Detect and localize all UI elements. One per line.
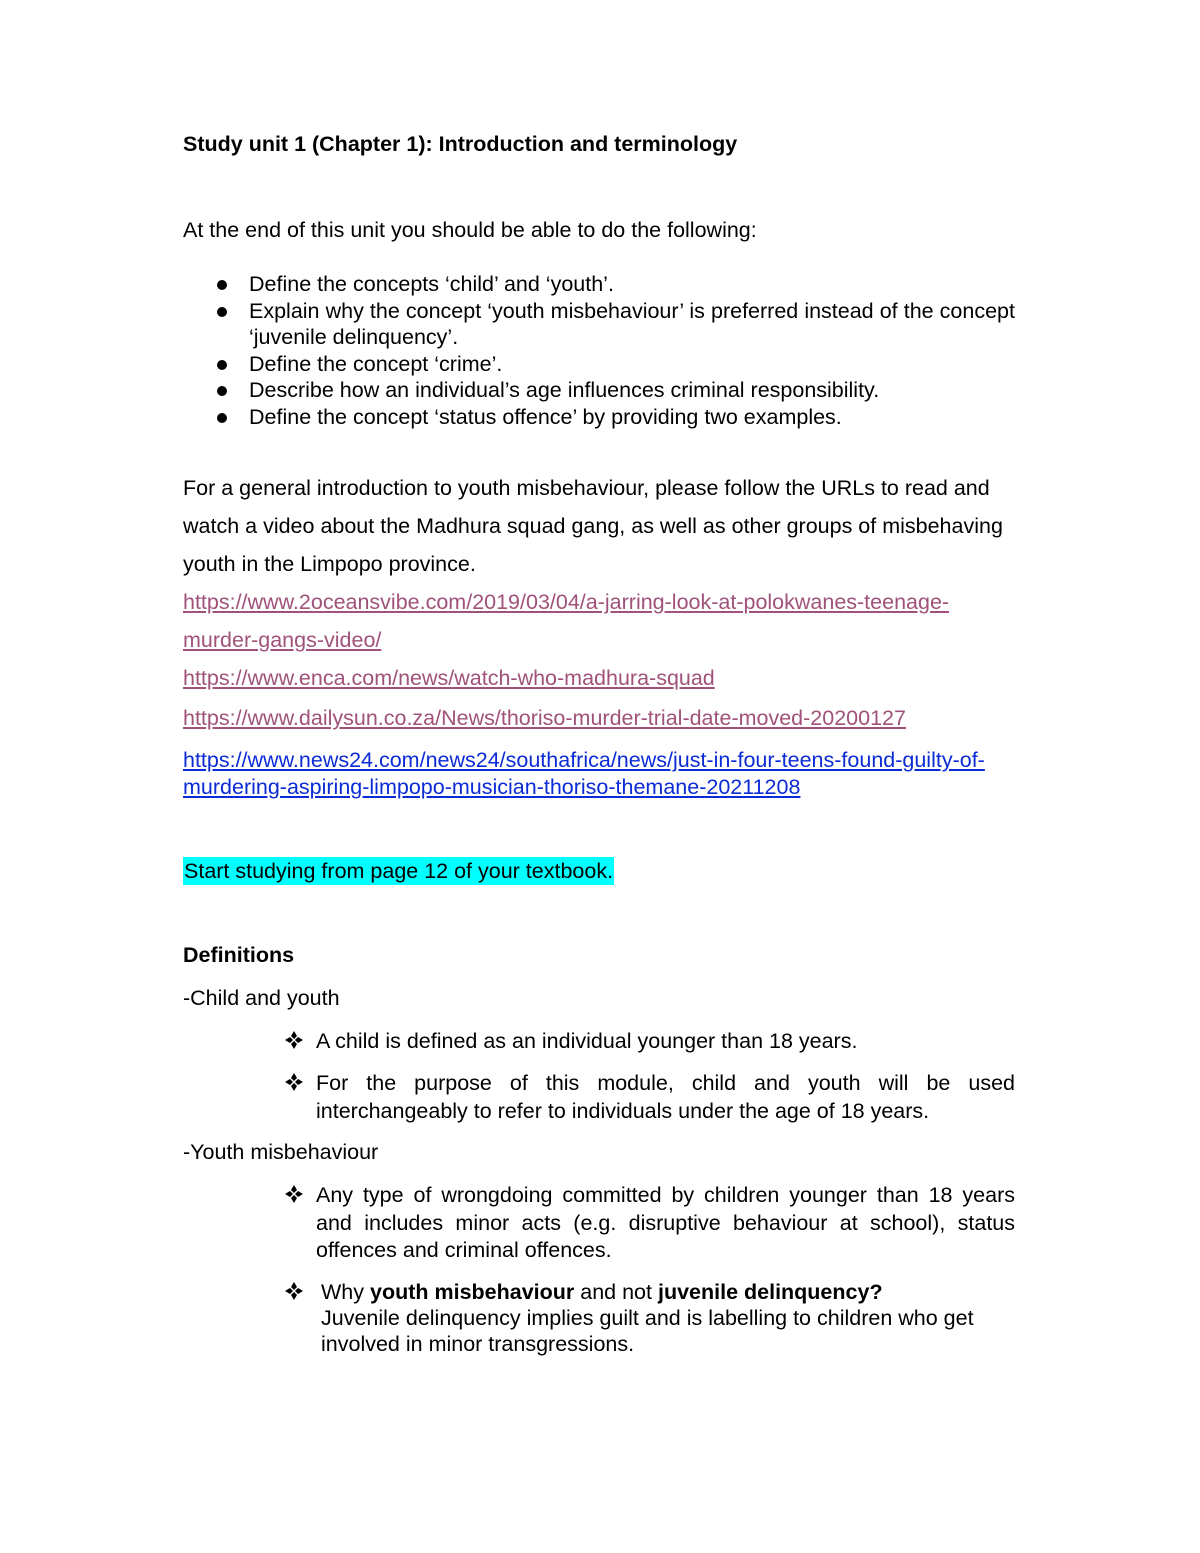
list-item: For the purpose of this module, child and youth will be used interchangeably to refer to individuals under the age of 18 years. — [284, 1070, 1015, 1125]
child-youth-label: -Child and youth — [183, 986, 340, 1010]
list-item: Describe how an individual’s age influences criminal responsibility. — [183, 377, 1015, 404]
link-2oceansvibe[interactable]: https://www.2oceansvibe.com/2019/03/04/a-jarring-look-at-polokwanes-teenage- — [183, 590, 950, 614]
link-enca[interactable]: https://www.enca.com/news/watch-who-madhura-squad — [183, 666, 715, 690]
page-title: Study unit 1 (Chapter 1): Introduction and terminology — [183, 132, 738, 156]
why-explanation: Juvenile delinquency implies guilt and is labelling to children who get involved in minor transgressions. — [321, 1306, 974, 1356]
bullet-icon — [217, 307, 227, 317]
list-item: Define the concept ‘status offence’ by providing two examples. — [183, 404, 1015, 431]
why-question: Why youth misbehaviour and not juvenile delinquency? Juvenile delinquency implies guilt and is labelling to children who get involved in minor transgressions. — [321, 1279, 1015, 1357]
general-intro-line: watch a video about the Madhura squad gang, as well as other groups of misbehaving — [183, 514, 1003, 538]
link-2oceansvibe-cont[interactable]: murder-gangs-video/ — [183, 628, 382, 652]
link-news24[interactable]: https://www.news24.com/news24/southafrica/news/just-in-four-teens-found-guilty-of- — [183, 748, 985, 772]
bullet-icon — [217, 280, 227, 290]
link-dailysun[interactable]: https://www.dailysun.co.za/News/thoriso-murder-trial-date-moved-20200127 — [183, 706, 906, 730]
definitions-heading: Definitions — [183, 943, 295, 967]
general-intro-line: For a general introduction to youth misbehaviour, please follow the URLs to read and — [183, 476, 990, 500]
diamond-bullet-icon — [284, 1184, 304, 1204]
bullet-icon — [217, 386, 227, 396]
youth-misbehaviour-label: -Youth misbehaviour — [183, 1140, 379, 1164]
bullet-icon — [217, 360, 227, 370]
diamond-bullet-icon — [284, 1030, 304, 1050]
list-item: A child is defined as an individual younger than 18 years. — [284, 1028, 1015, 1056]
objectives-list — [183, 271, 1015, 430]
list-item: Define the concepts ‘child’ and ‘youth’. — [183, 271, 1015, 298]
start-studying-note: Start studying from page 12 of your textbook. — [184, 859, 614, 883]
list-item: Any type of wrongdoing committed by children younger than 18 years and includes minor acts (e.g. disruptive behaviour at school), status offences and criminal offences. — [284, 1182, 1015, 1265]
list-item: Explain why the concept ‘youth misbehaviour’ is preferred instead of the concept ‘juvenile delinquency’. — [183, 298, 1015, 351]
general-intro-line: youth in the Limpopo province. — [183, 552, 476, 576]
diamond-bullet-icon — [284, 1281, 304, 1301]
intro-text: At the end of this unit you should be able to do the following: — [183, 218, 757, 242]
general-intro-paragraph — [183, 469, 1023, 697]
list-item — [284, 1279, 1015, 1357]
list-item: Define the concept ‘crime’. — [183, 351, 1015, 378]
diamond-bullet-icon — [284, 1072, 304, 1092]
bullet-icon — [217, 413, 227, 423]
link-news24-cont[interactable]: murdering-aspiring-limpopo-musician-thoriso-themane-20211208 — [183, 775, 801, 799]
